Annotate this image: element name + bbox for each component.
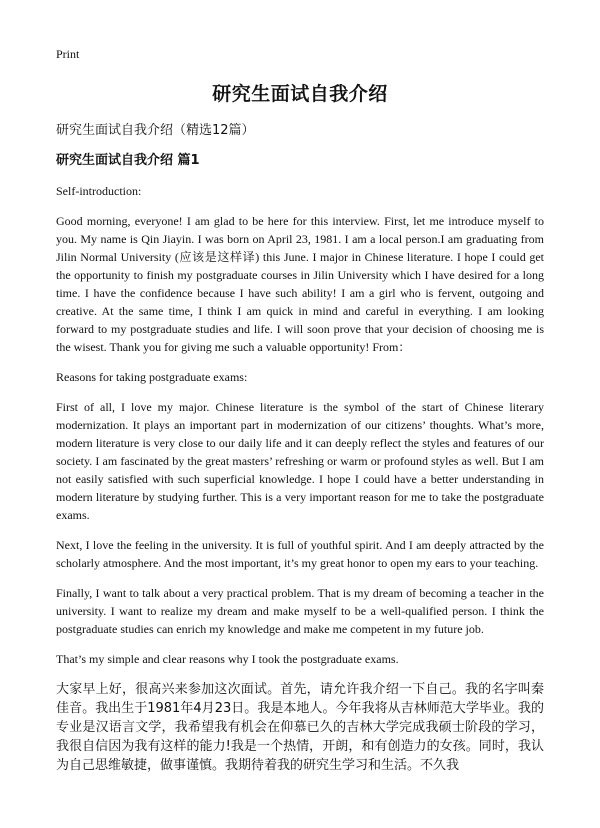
- paragraph-chinese-translation: 大家早上好，很高兴来参加这次面试。首先，请允许我介绍一下自己。我的名字叫秦佳音。我出生于1981年4月23日。我是本地人。今年我将从吉林师范大学毕业。我的专业是汉语言文学，我希望我有机会在仰慕已久的吉林大学完成我硕士阶段的学习，我很自信因为我有这样的能力!我是一个热情，开朗，和有创造力的女孩。同时，我认为自己思维敏捷，做事谨慎。我期待着我的研究生学习和生活。不久我: [56, 682, 544, 773]
- document-body: [56, 182, 544, 787]
- paragraph-conclusion: That’s my simple and clear reasons why I took the postgraduate exams.: [56, 652, 399, 666]
- document-title: 研究生面试自我介绍: [212, 83, 388, 105]
- paragraph-reason-next: Next, I love the feeling in the university. It is full of youthful spirit. And I am deeply attracted by the scholarly atmosphere. And the most important, it’s my great honor to open my ears to your teaching.: [56, 538, 544, 570]
- paragraph-reason-finally: Finally, I want to talk about a very practical problem. That is my dream of becoming a teacher in the university. I want to realize my dream and make myself to be a well-qualified person. I think the postgraduate studies can enrich my knowledge and make me competent in my future job.: [56, 586, 544, 636]
- paragraph-reason-first: First of all, I love my major. Chinese literature is the symbol of the start of Chinese literary modernization. It plays an important part in modernization of our citizens’ thoughts. What’s more, modern literature is very close to our daily life and it can deeply reflect the styles and features of our society. I am fascinated by the great masters’ refreshing or warm or profound styles as well. But I am not easily satisfied with such superficial knowledge. I hope I could have a better understanding in modern literature by studying further. This is a very important reason for me to take the postgraduate exams.: [56, 400, 544, 522]
- paragraph-self-introduction: Good morning, everyone! I am glad to be here for this interview. First, let me introduce myself to you. My name is Qin Jiayin. I was born on April 23, 1981. I am a local person.I am graduating from Jilin Normal University (应该是这样译) this June. I major in Chinese literature. I hope I could get the opportunity to finish my postgraduate courses in Jilin University which I have desired for a long time. I have the confidence because I have such ability! I am a girl who is fervent, outgoing and creative. At the same time, I think I am quick in mind and careful in everything. I am looking forward to my postgraduate studies and life. I will soon prove that your decision of choosing me is the wisest. Thank you for giving me such a valuable opportunity! From：: [56, 214, 544, 354]
- print-label: Print: [56, 47, 80, 61]
- section-heading: 研究生面试自我介绍 篇1: [56, 153, 200, 168]
- paragraph-self-introduction-label: Self-introduction:: [56, 184, 142, 198]
- paragraph-reasons-label: Reasons for taking postgraduate exams:: [56, 370, 248, 384]
- document-subtitle: 研究生面试自我介绍（精选12篇）: [56, 123, 255, 138]
